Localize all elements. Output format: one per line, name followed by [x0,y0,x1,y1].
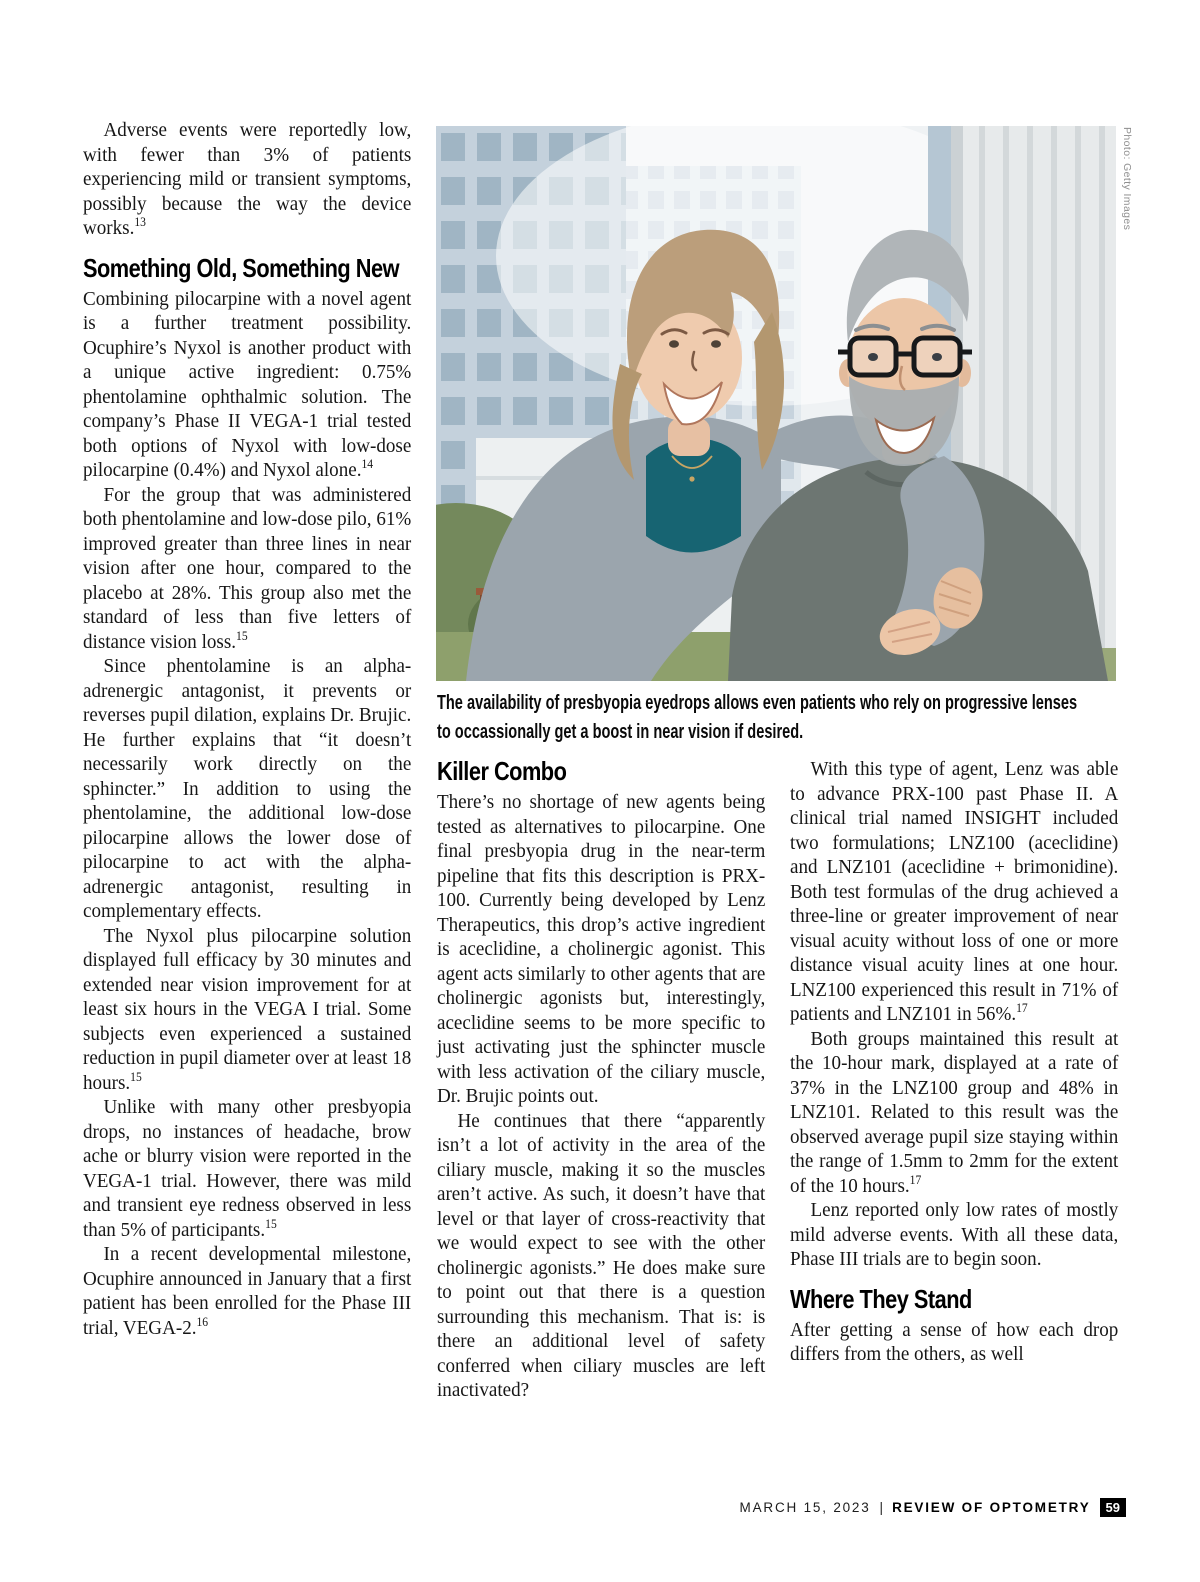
couple-photo [436,126,1116,681]
paragraph-text: Adverse events were reportedly low, with fewer than 3% of patients experiencing mild or transient symptoms, possibly because the way the device works. [83,119,412,239]
paragraph-text: The Nyxol plus pilocarpine solution displayed full efficacy by 30 minutes and extended near vision improvement for at least six hours in the VEGA I trial. Some subjects even experienced a sustained reduction in pupil diameter over at least 18 hours. [83,924,412,1094]
footer-separator: | [879,1500,884,1515]
footnote-ref: 16 [196,1314,209,1329]
footnote-ref: 14 [361,457,374,472]
footnote-ref: 17 [909,1172,922,1187]
paragraph-text: After getting a sense of how each drop differs from the others, as well [790,1318,1119,1365]
paragraph [83,654,411,924]
paragraph-text: Combining pilocarpine with a novel agent is a further treatment possibility. Ocuphire’s Nyxol is another product with a unique active ingredient: 0.75% phentolamine ophthalmic solution. The company’s Phase II VEGA-1 trial tested both options of Nyxol with low-dose pilocarpine (0.4%) and Nyxol alone. [83,287,412,481]
photo-credit: Photo: Getty Images [1121,127,1133,231]
footnote-ref: 15 [236,628,248,643]
photo-caption: The availability of presbyopia eyedrops allows even patients who rely on progressive lenses to occassionally get a boost in near vision if desired. [437,692,1078,743]
paragraph [437,1109,765,1403]
footnote-ref: 15 [130,1069,142,1084]
photo-caption-container [437,689,1095,747]
paragraph [83,1095,411,1242]
paragraph-text: He continues that there “apparently isn’t a lot of activity in the area of the ciliary muscle, making it so the muscles aren’t active. As such, it doesn’t have that level or that layer of cross-reactivity that we would expect to see with the other cholinergic agonists.” He does make sure to point out that there is a question surrounding this mechanism. That is: is there an additional level of safety conferred when ciliary muscles are left inactivated? [437,1109,766,1401]
paragraph-text: With this type of agent, Lenz was able to advance PRX-100 past Phase II. A clinical trial named INSIGHT included two formulations; LNZ100 (aceclidine) and LNZ101 (aceclidine + brimonidine). Both test formulas of the drug achieved a three-line or greater improvement of near visual acuity without loss of one or more distance visual acuity lines at one hour. LNZ100 experienced this result in 71% of patients and LNZ101 in 56%. [790,758,1119,1025]
page-footer [740,1498,1126,1517]
paragraph [790,1198,1118,1272]
footer-date: MARCH 15, 2023 [739,1500,871,1515]
footnote-ref: 17 [1016,1001,1028,1016]
paragraph [437,790,765,1109]
paragraph [83,1242,411,1340]
page-number-badge: 59 [1100,1498,1126,1517]
paragraph [790,1027,1118,1199]
paragraph-text: Both groups maintained this result at the 10-hour mark, displayed at a rate of 37% in the LNZ100 group and 48% in LNZ101. Related to this result was the observed average pupil size staying within the range of 1.5mm to 2mm for the extent of the 10 hours. [790,1027,1119,1197]
paragraph [83,287,411,483]
column-left [83,118,411,1340]
section-heading-killer-combo: Killer Combo [437,756,567,786]
paragraph [790,1318,1118,1367]
footnote-ref: 15 [265,1216,277,1231]
paragraph-text: For the group that was administered both phentolamine and low-dose pilo, 61% improved greater than three lines in near vision after one hour, compared to the placebo at 28%. This group also met the standard of less than five letters of distance vision loss. [83,483,412,653]
footnote-ref: 13 [134,215,146,230]
column-right [790,757,1118,1367]
paragraph-text: Since phentolamine is an alpha-adrenergic antagonist, it prevents or reverses pupil dilation, explains Dr. Brujic. He further explains that “it doesn’t necessarily work directly on the sphincter.” In addition to using the phentolamine, the additional low-dose pilocarpine allows the lower dose of pilocarpine to act with the alpha-adrenergic antagonist, resulting in complementary effects. [83,655,412,922]
paragraph [83,483,411,655]
paragraph-text: Unlike with many other presbyopia drops, no instances of headache, brow ache or blurry vision were reported in the VEGA-1 trial. However, there was mild and transient eye redness observed in less than 5% of participants. [83,1096,412,1241]
paragraph-text: There’s no shortage of new agents being tested as alternatives to pilocarpine. One final presbyopia drug in the near-term pipeline that fits this description is PRX-100. Currently being developed by Lenz Therapeutics, this drop’s active ingredient is aceclidine, a cholinergic agonist. This agent acts similarly to other agents that are cholinergic agonists but, interestingly, aceclidine seems to be more specific to just activating just the sphincter muscle with less activation of the ciliary muscle, Dr. Brujic points out. [437,791,766,1107]
paragraph [83,118,411,241]
paragraph-text: Lenz reported only low rates of mostly mild adverse events. With all these data, Phase III trials are to begin soon. [790,1199,1119,1270]
couple-photo-illustration [436,126,1116,681]
column-middle [437,757,765,1403]
footer-publication: REVIEW OF OPTOMETRY [892,1500,1091,1515]
section-heading-something-old: Something Old, Something New [83,252,400,283]
paragraph-text: In a recent developmental milestone, Ocuphire announced in January that a first patient has been enrolled for the Phase III trial, VEGA-2. [83,1243,412,1339]
paragraph [83,924,411,1096]
section-heading-where-they-stand: Where They Stand [790,1283,972,1314]
paragraph [790,757,1118,1027]
